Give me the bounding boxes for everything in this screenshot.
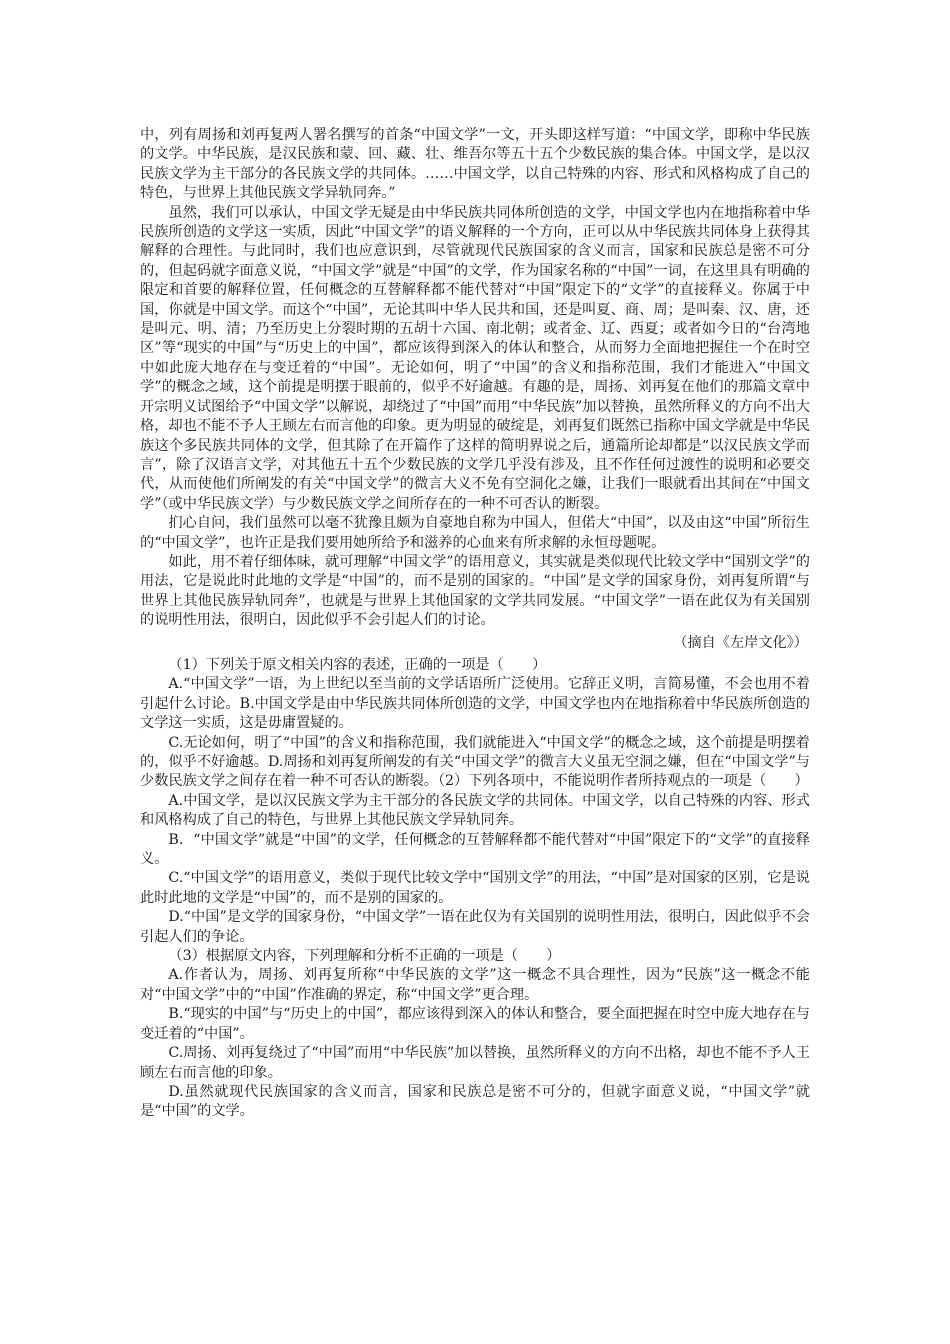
question-3-stem: （3）根据原文内容，下列理解和分析不正确的一项是（ ） bbox=[168, 948, 561, 965]
article-paragraph-4: 如此，用不着仔细体味，就可理解“中国文学”的语用意义，其实就是类似现代比较文学中“国别文学”的用法，它是说此时此地的文学是“中国”的，而不是别的国家的。“中国”是文学的国家身份，刘再复所谓“与世界上其他民族异轨同奔”，也就是与世界上其他国家的文学共同发展。“中国文学”一语在此仅为有关国别的说明性用法，很明白，因此似乎不会引起人们的讨论。 bbox=[140, 553, 810, 629]
question-2-option-b: B．“中国文学”就是“中国”的文学，任何概念的互替解释都不能代替对“中国”限定下的“文学”的直接释义。 bbox=[140, 831, 810, 868]
question-3-option-a: A.作者认为，周扬、刘再复所称“中华民族的文学”这一概念不具合理性，因为“民族”这一概念不能对“中国文学”中的“中国”作准确的界定，称“中国文学”更合理。 bbox=[140, 967, 810, 1003]
question-3-option-d: D.虽然就现代民族国家的含义而言，国家和民族总是密不可分的，但就字面意义说，“中国文学”就是“中国”的文学。 bbox=[140, 1083, 810, 1120]
question-2-option-c: C.“中国文学”的语用意义，类似于现代比较文学中“国别文学”的用法，“中国”是对国家的区别，它是说此时此地的文学是“中国”的，而不是别的国家的。 bbox=[140, 870, 810, 906]
question-3-option-c: C.周扬、刘再复绕过了“中国”而用“中华民族”加以替换，虽然所释义的方向不出格，却也不能不予人王顾左右而言他的印象。 bbox=[140, 1045, 810, 1081]
article-paragraph-3: 扪心自问，我们虽然可以毫不犹豫且颇为自豪地自称为中国人，但偌大“中国”，以及由这“中国”所衍生的“中国文学”，也许正是我们要用她所给予和滋养的心血来有所求解的永恒母题呢。 bbox=[140, 515, 810, 551]
article-paragraph-1: 中，列有周扬和刘再复两人署名撰写的首条“中国文学”一文，开头即这样写道：“中国文学，即称中华民族的文学。中华民族，是汉民族和蒙、回、藏、壮、维吾尔等五十五个少数民族的集合体。中国文学，是以汉民族文学为主干部分的各民族文学的共同体。……中国文学，以自己特殊的内容、形式和风格构成了自己的特色，与世界上其他民族文学异轨同奔。” bbox=[140, 127, 810, 202]
question-1-stem: （1）下列关于原文相关内容的表述，正确的一项是（ ） bbox=[168, 656, 547, 673]
question-1-options-c-d-question-2-stem: C.无论如何，明了“中国”的含义和指称范围，我们就能进入“中国文学”的概念之域，这个前提是明摆着的，似乎不好逾越。D.周扬和刘再复所阐发的有关“中国文学”的微言大义虽无空洞之嫌，但在“中国文学”与少数民族文学之间存在着一种不可否认的断裂。（2）下列各项中，不能说明作者所持观点的一项是（ ） bbox=[140, 734, 810, 790]
question-2-option-a: A.中国文学，是以汉民族文学为主干部分的各民族文学的共同体。中国文学，以自己特殊的内容、形式和风格构成了自己的特色，与世界上其他民族文学异轨同奔。 bbox=[140, 792, 810, 829]
document-page bbox=[140, 126, 810, 1122]
question-3-option-b: B.“现实的中国”与“历史上的中国”，都应该得到深入的体认和整合，要全面把握在时空中庞大地存在与变迁着的“中国”。 bbox=[140, 1006, 810, 1042]
article-paragraph-2: 虽然，我们可以承认，中国文学无疑是由中华民族共同体所创造的文学，中国文学也内在地指称着中华民族所创造的文学这一实质，因此“中国文学”的语义解释的一个方向，正可以从中华民族共同体身上获得其解释的合理性。与此同时，我们也应意识到，尽管就现代民族国家的含义而言，国家和民族总是密不可分的，但起码就字面意义说，“中国文学”就是“中国”的文学，作为国家名称的“中国”一词，在这里具有明确的限定和首要的解释位置，任何概念的互替解释都不能代替对“中国”限定下的“文学”的直接释义。你属于中国，你就是中国文学。而这个“中国”，无论其叫中华人民共和国，还是叫夏、商、周；是叫秦、汉、唐，还是叫元、明、清；乃至历史上分裂时期的五胡十六国、南北朝；或者金、辽、西夏；或者如今日的“台湾地区”等“现实的中国”与“历史上的中国”，都应该得到深入的体认和整合，从而努力全面地把握住一个在时空中如此庞大地存在与变迁着的“中国”。无论如何，明了“中国”的含义和指称范围，我们才能进入“中国文学”的概念之域，这个前提是明摆于眼前的，似乎不好逾越。有趣的是，周扬、刘再复在他们的那篇文章中开宗明义试图给予“中国文学”以解说，却绕过了“中国”而用“中华民族”加以替换，虽然所释义的方向不出大格，却也不能不予人王顾左右而言他的印象。更为明显的破绽是，刘再复们既然已指称中国文学就是中华民族这个多民族共同体的文学，但其除了在开篇作了这样的简明界说之后，通篇所论却都是“以汉民族文学而言”，除了汉语言文学，对其他五十五个少数民族的文学几乎没有涉及，且不作任何过渡性的说明和必要交代，从而使他们所阐发的有关“中国文学”的微言大义不免有空洞化之嫌，让我们一眼就看出其间在“中国文学”（或中华民族文学）与少数民族文学之间所存在的一种不可否认的断裂。 bbox=[140, 204, 810, 512]
question-2-option-d: D.“中国”是文学的国家身份，“中国文学”一语在此仅为有关国别的说明性用法，很明白，因此似乎不会引起人们的争论。 bbox=[140, 909, 810, 945]
article-source: （摘自《左岸文化》） bbox=[673, 634, 808, 651]
question-1-options-a-b: A.“中国文学”一语，为上世纪以至当前的文学话语所广泛使用。它辞正义明，言简易懂，不会也用不着引起什么讨论。B.中国文学是由中华民族共同体所创造的文学，中国文学也内在地指称着中华民族所创造的文学这一实质，这是毋庸置疑的。 bbox=[140, 676, 810, 732]
